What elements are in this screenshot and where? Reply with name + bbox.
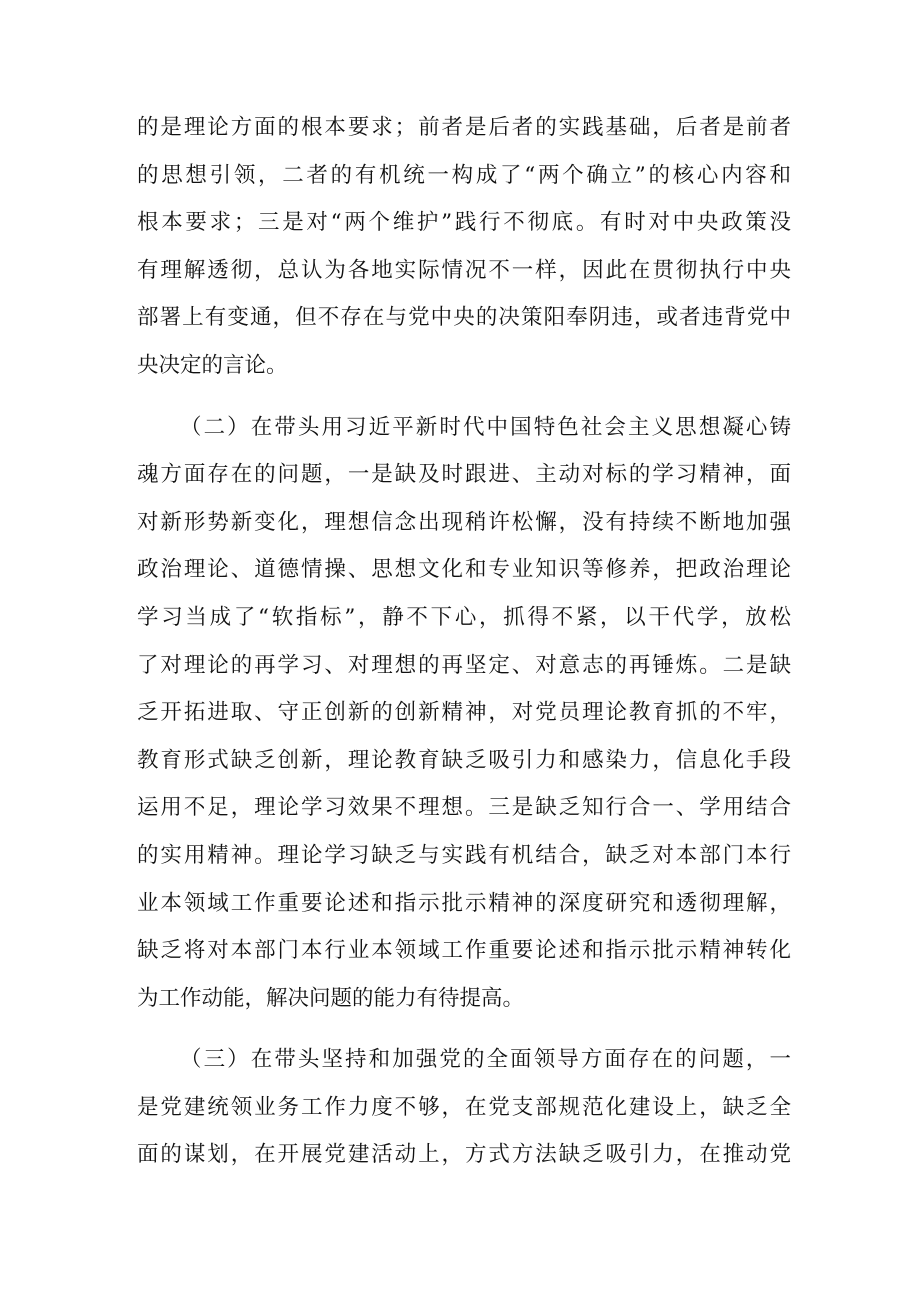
text-line: 有理解透彻，总认为各地实际情况不一样，因此在贯彻执行中央 — [137, 257, 791, 283]
text-line: 的是理论方面的根本要求；前者是后者的实践基础，后者是前者 — [137, 115, 791, 140]
text-line: 部署上有变通，但不存在与党中央的决策阳奉阴违，或者违背党中 — [137, 305, 791, 331]
text-line: 的实用精神。理论学习缺乏与实践有机结合，缺乏对本部门本行 — [137, 842, 791, 868]
text-line: （二）在带头用习近平新时代中国特色社会主义思想凝心铸 — [180, 414, 791, 440]
text-line: 政治理论、道德情操、思想文化和专业知识等修养，把政治理论 — [137, 557, 791, 583]
paragraph-2 — [137, 404, 791, 1023]
text-line: 学习当成了“软指标”，静不下心，抓得不紧，以干代学，放松 — [137, 604, 791, 630]
text-line: 央决定的言论。 — [137, 352, 288, 378]
text-line: 缺乏将对本部门本行业本领域工作重要论述和指示批示精神转化 — [137, 938, 791, 964]
text-line: 面的谋划，在开展党建活动上，方式方法缺乏吸引力，在推动党 — [137, 1142, 791, 1168]
document-body — [137, 104, 791, 1179]
text-line: 了对理论的再学习、对理想的再坚定、对意志的再锤炼。二是缺 — [137, 652, 791, 678]
text-line: 的思想引领，二者的有机统一构成了“两个确立”的核心内容和 — [137, 162, 791, 188]
paragraph-3 — [137, 1036, 791, 1179]
text-line: 对新形势新变化，理想信念出现稍许松懈，没有持续不断地加强 — [137, 509, 791, 535]
text-line: 业本领域工作重要论述和指示批示精神的深度研究和透彻理解， — [137, 890, 791, 916]
text-line: 是党建统领业务工作力度不够，在党支部规范化建设上，缺乏全 — [137, 1094, 791, 1120]
text-line: 乏开拓进取、守正创新的创新精神，对党员理论教育抓的不牢， — [137, 700, 791, 726]
paragraph-1 — [137, 104, 791, 390]
text-line: 魂方面存在的问题，一是缺及时跟进、主动对标的学习精神，面 — [137, 462, 791, 488]
text-line: 教育形式缺乏创新，理论教育缺乏吸引力和感染力，信息化手段 — [137, 747, 791, 773]
text-line: 根本要求；三是对“两个维护”践行不彻底。有时对中央政策没 — [137, 210, 791, 236]
text-line: 为工作动能，解决问题的能力有待提高。 — [137, 985, 525, 1011]
text-line: 运用不足，理论学习效果不理想。三是缺乏知行合一、学用结合 — [137, 795, 791, 821]
text-line: （三）在带头坚持和加强党的全面领导方面存在的问题，一 — [180, 1047, 791, 1073]
